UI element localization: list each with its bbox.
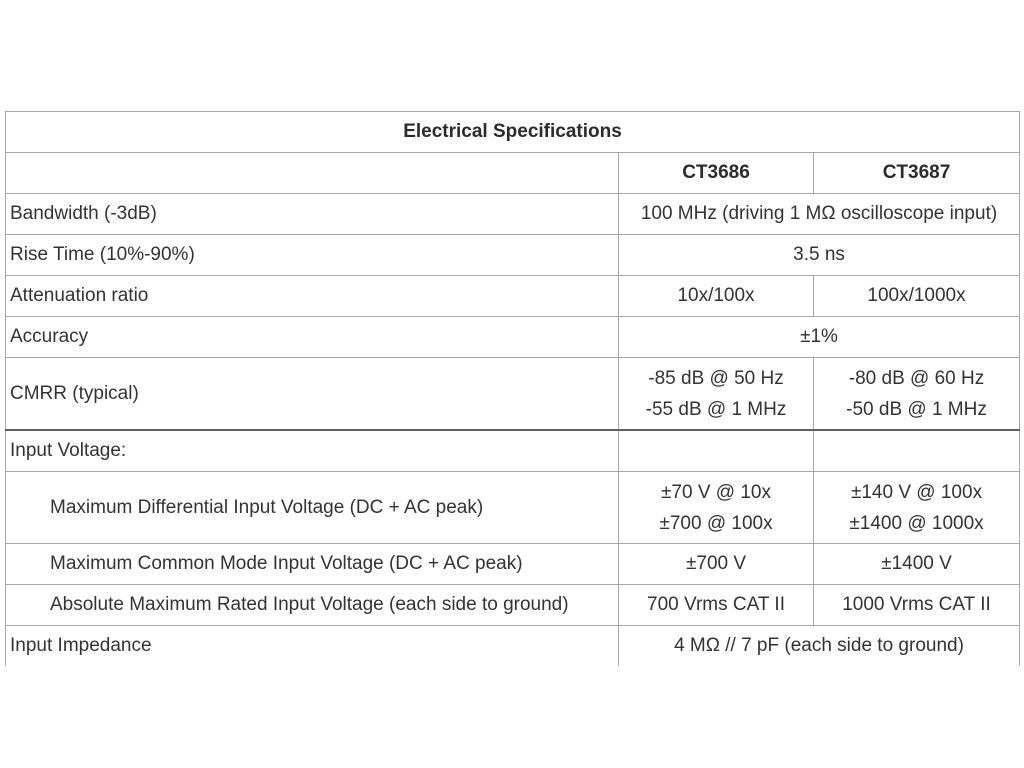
max-differential-ct3686-line-1: ±70 V @ 10x (661, 481, 771, 503)
cmrr-label: CMRR (typical) (6, 358, 619, 431)
max-differential-ct3687-line-2: ±1400 @ 1000x (849, 512, 984, 534)
input-voltage-ct3687-empty (814, 430, 1020, 472)
model-header-row (6, 153, 1020, 194)
model-ct3686-header: CT3686 (619, 153, 814, 194)
bandwidth-label: Bandwidth (-3dB) (6, 194, 619, 235)
max-differential-ct3686-line-2: ±700 @ 100x (659, 512, 773, 534)
absolute-max-ct3686-value: 700 Vrms CAT II (619, 585, 814, 626)
accuracy-label: Accuracy (6, 317, 619, 358)
table-row-attenuation (6, 276, 1020, 317)
table-row-absolute-max (6, 585, 1020, 626)
max-differential-ct3686-cell (619, 472, 814, 544)
table-row-input-voltage (6, 430, 1020, 472)
cmrr-ct3686-line-2: -55 dB @ 1 MHz (645, 398, 787, 420)
cmrr-ct3686-cell (619, 358, 814, 431)
cmrr-ct3686-line-1: -85 dB @ 50 Hz (648, 367, 784, 389)
max-differential-ct3687-cell (814, 472, 1020, 544)
max-differential-ct3687-line-1: ±140 V @ 100x (850, 481, 983, 503)
cmrr-ct3687-cell (814, 358, 1020, 431)
table-row-input-impedance (6, 626, 1020, 667)
input-voltage-label: Input Voltage: (6, 430, 619, 472)
attenuation-label: Attenuation ratio (6, 276, 619, 317)
max-common-mode-ct3687-value: ±1400 V (814, 544, 1020, 585)
model-ct3687-header: CT3687 (814, 153, 1020, 194)
electrical-specifications-table (5, 111, 1020, 666)
max-differential-label: Maximum Differential Input Voltage (DC + AC peak) (6, 472, 619, 544)
table-title-row (6, 112, 1020, 153)
attenuation-ct3687-value: 100x/1000x (814, 276, 1020, 317)
attenuation-ct3686-value: 10x/100x (619, 276, 814, 317)
table-title: Electrical Specifications (6, 112, 1020, 153)
cmrr-ct3687-line-1: -80 dB @ 60 Hz (848, 367, 985, 389)
table-row-bandwidth (6, 194, 1020, 235)
accuracy-value: ±1% (619, 317, 1020, 358)
bandwidth-value: 100 MHz (driving 1 MΩ oscilloscope input) (619, 194, 1020, 235)
input-voltage-ct3686-empty (619, 430, 814, 472)
max-common-mode-ct3686-value: ±700 V (619, 544, 814, 585)
absolute-max-ct3687-value: 1000 Vrms CAT II (814, 585, 1020, 626)
table-row-rise-time (6, 235, 1020, 276)
table-row-cmrr (6, 358, 1020, 431)
rise-time-value: 3.5 ns (619, 235, 1020, 276)
header-blank-cell (6, 153, 619, 194)
absolute-max-label: Absolute Maximum Rated Input Voltage (each side to ground) (6, 585, 619, 626)
table-row-max-common-mode (6, 544, 1020, 585)
input-impedance-value: 4 MΩ // 7 pF (each side to ground) (619, 626, 1020, 667)
rise-time-label: Rise Time (10%-90%) (6, 235, 619, 276)
max-common-mode-label: Maximum Common Mode Input Voltage (DC + AC peak) (6, 544, 619, 585)
table-row-max-differential (6, 472, 1020, 544)
cmrr-ct3687-line-2: -50 dB @ 1 MHz (846, 398, 987, 420)
input-impedance-label: Input Impedance (6, 626, 619, 667)
table-row-accuracy (6, 317, 1020, 358)
